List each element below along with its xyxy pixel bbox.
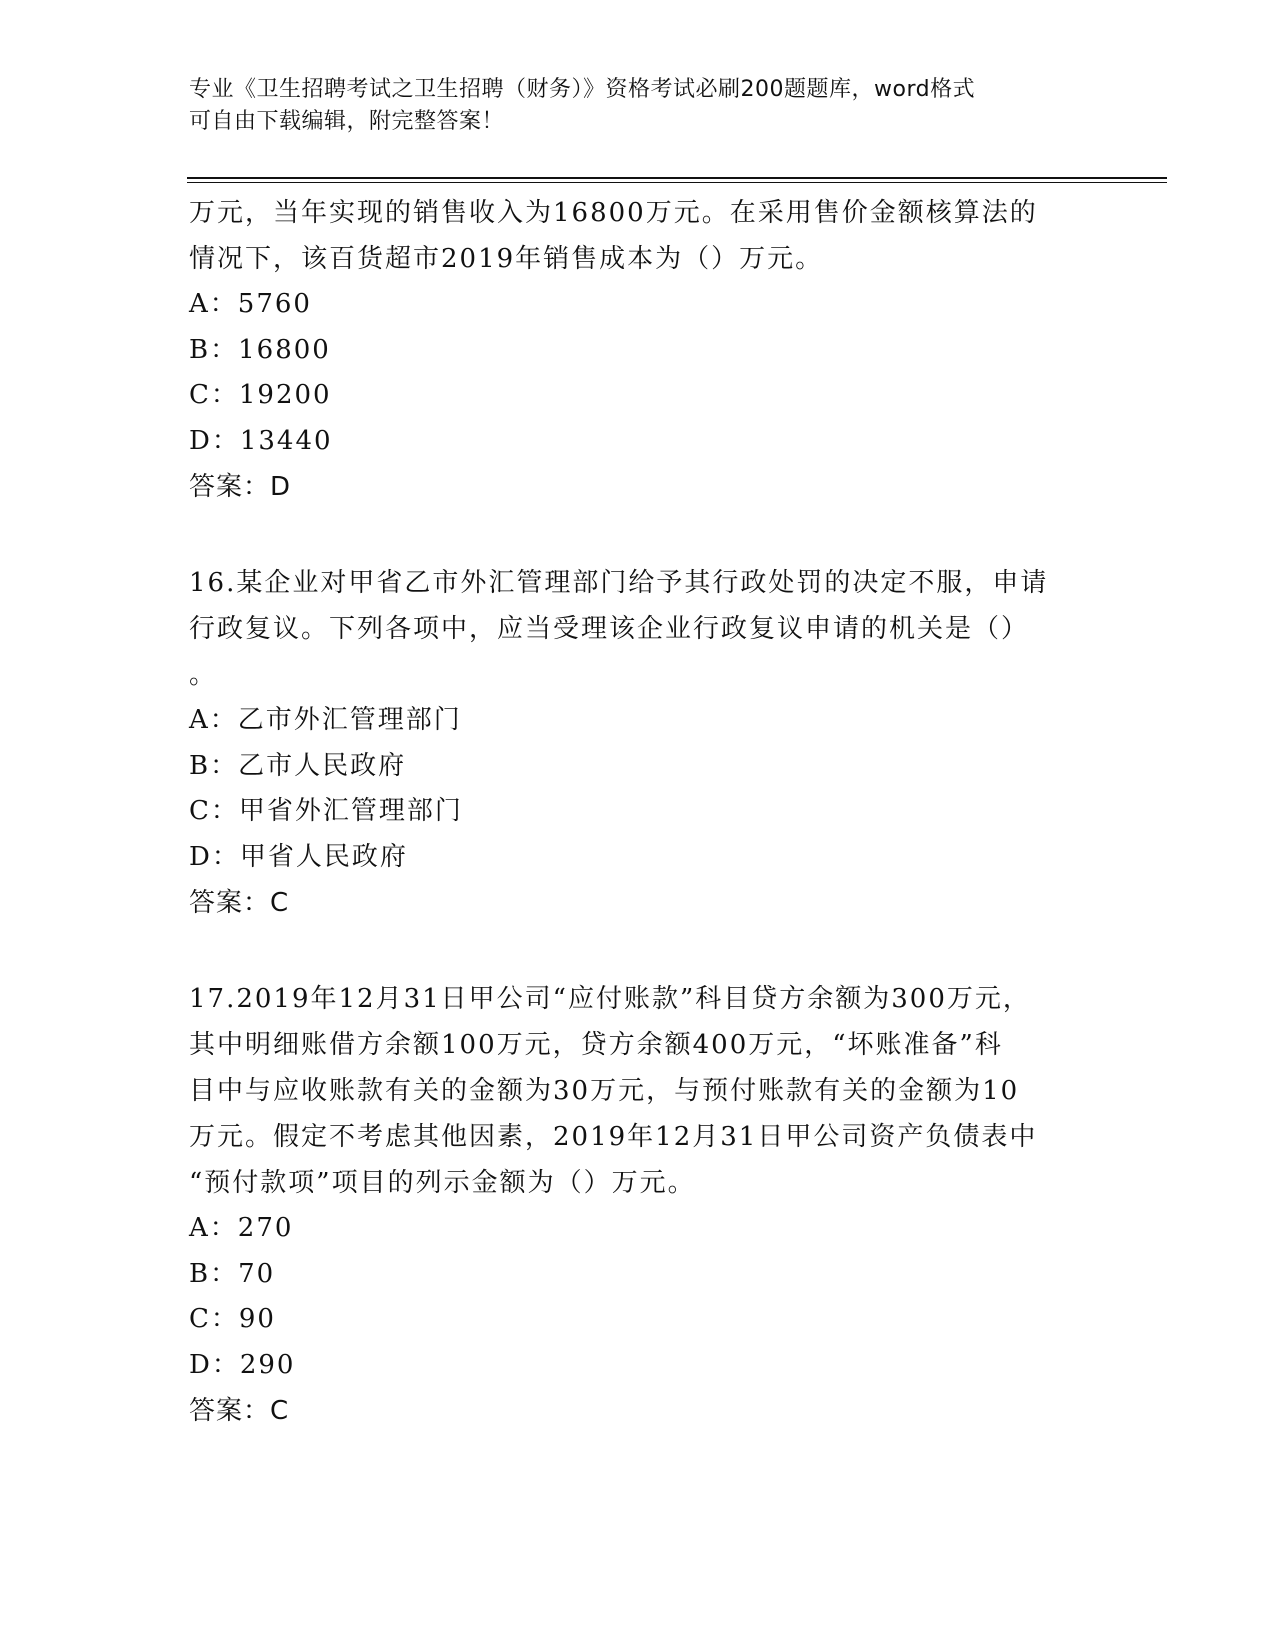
option-d: D：290 [189, 1349, 296, 1380]
option-d: D：13440 [189, 425, 333, 456]
question-text-line: “预付款项”项目的列示金额为（）万元。 [189, 1168, 696, 1198]
question-text-line: 情况下，该百货超市2019年销售成本为（）万元。 [189, 244, 824, 274]
question-15-continued [189, 190, 1089, 510]
header-divider-thin [187, 182, 1167, 183]
option-b: B：16800 [189, 334, 331, 365]
header-title-line-1: 专业《卫生招聘考试之卫生招聘（财务）》资格考试必刷200题题库，word格式 [189, 77, 976, 102]
option-d: D：甲省人民政府 [189, 841, 408, 872]
header-divider-thick [187, 177, 1167, 179]
option-a: A：270 [189, 1213, 294, 1243]
document-body [189, 190, 1089, 1434]
option-c: C：甲省外汇管理部门 [189, 796, 463, 826]
question-text-line: 行政复议。下列各项中，应当受理该企业行政复议申请的机关是（） [189, 614, 1030, 644]
question-16 [189, 560, 1089, 926]
answer-label: 答案：D [189, 472, 292, 502]
question-spacer [189, 926, 1089, 976]
question-spacer [189, 510, 1089, 560]
question-17 [189, 976, 1089, 1434]
option-a: A：5760 [189, 289, 312, 319]
answer-label: 答案：C [189, 888, 290, 918]
question-text-line: 17.2019年12月31日甲公司“应付账款”科目贷方余额为300万元， [189, 984, 1031, 1014]
question-text-line: 万元。假定不考虑其他因素，2019年12月31日甲公司资产负债表中 [189, 1122, 1038, 1152]
option-b: B：70 [189, 1258, 276, 1289]
option-c: C：90 [189, 1304, 276, 1334]
question-text-line: 目中与应收账款有关的金额为30万元，与预付账款有关的金额为10 [189, 1076, 1020, 1106]
option-b: B：乙市人民政府 [189, 750, 407, 781]
question-text-line: 万元，当年实现的销售收入为16800万元。在采用售价金额核算法的 [189, 198, 1038, 228]
answer-label: 答案：C [189, 1396, 290, 1426]
question-text-line: 。 [189, 660, 218, 690]
header-title-line-2: 可自由下载编辑，附完整答案！ [189, 109, 505, 134]
option-a: A：乙市外汇管理部门 [189, 705, 462, 735]
question-text-line: 其中明细账借方余额100万元，贷方余额400万元，“坏账准备”科 [189, 1030, 1003, 1060]
question-text-line: 16.某企业对甲省乙市外汇管理部门给予其行政处罚的决定不服，申请 [189, 568, 1049, 598]
option-c: C：19200 [189, 380, 332, 410]
page-header [189, 74, 1089, 138]
